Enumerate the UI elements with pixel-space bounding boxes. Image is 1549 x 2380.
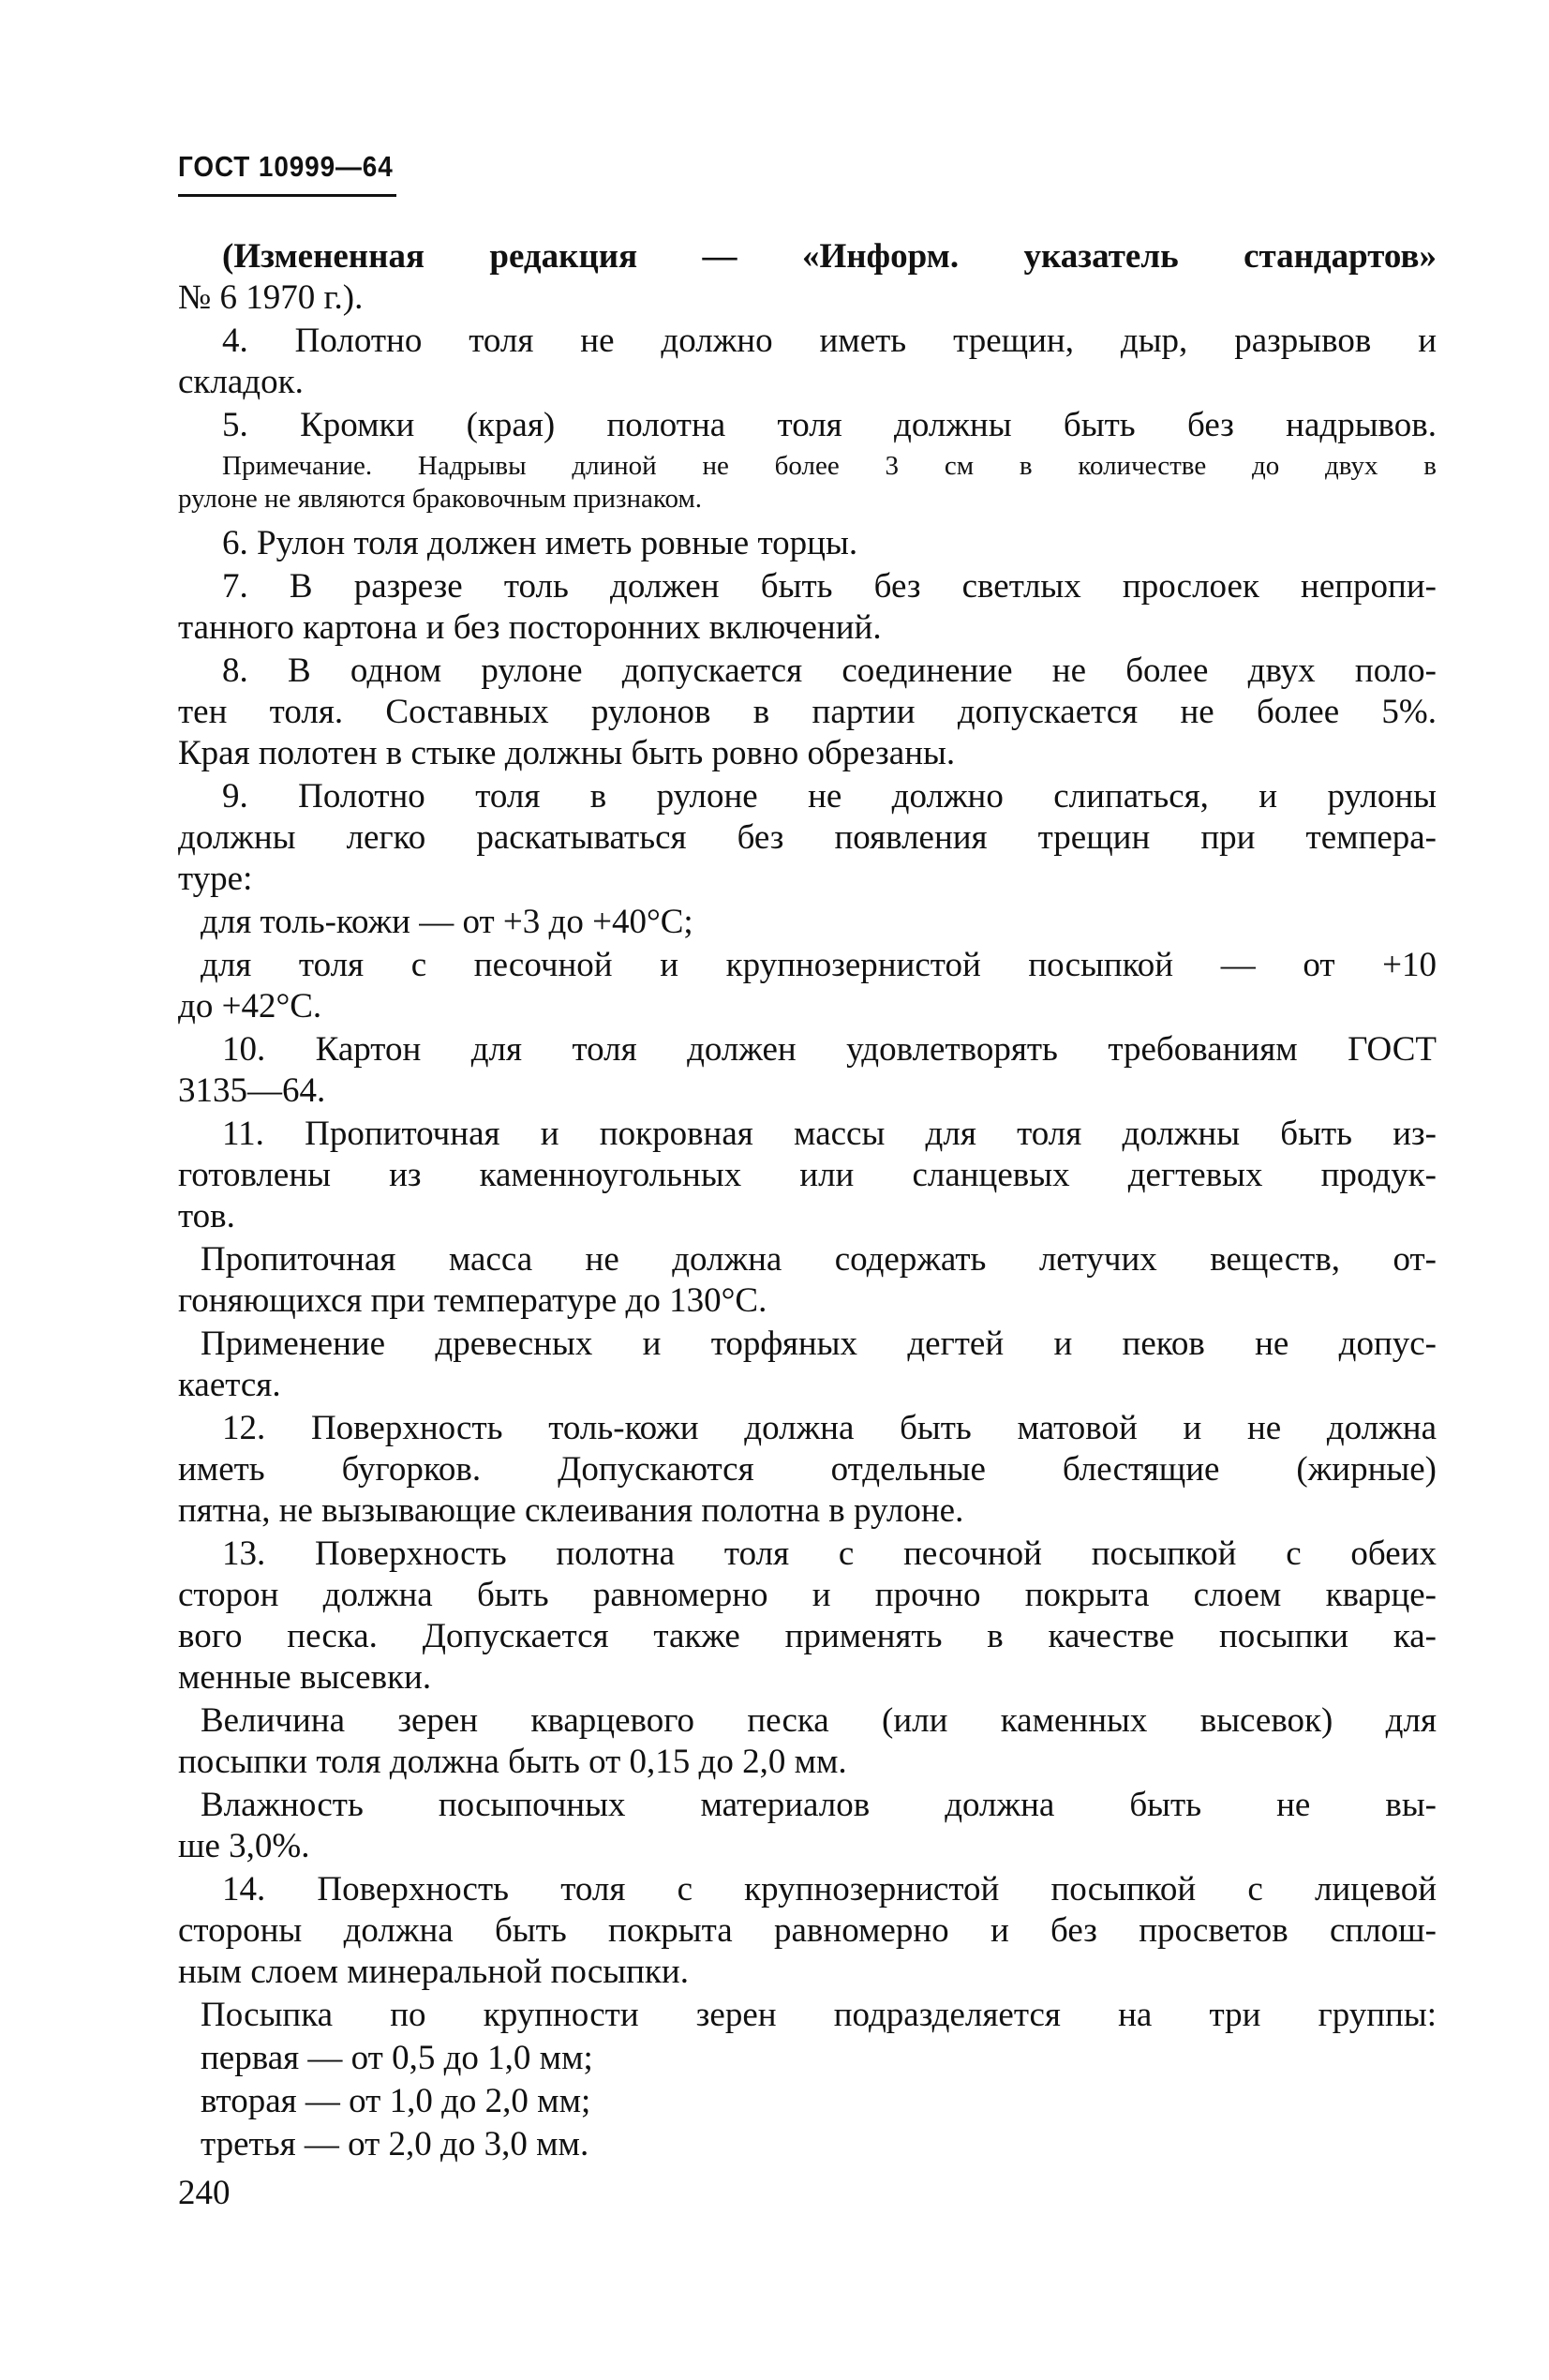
text-line: Пропиточная масса не должна содержать летучих веществ, от- — [201, 1240, 1437, 1279]
text-line: 3135—64. — [178, 1071, 326, 1110]
document-header: ГОСТ 10999—64 — [178, 150, 394, 183]
paragraph — [178, 566, 1437, 649]
document-body — [178, 236, 1437, 2167]
text-line: складок. — [178, 363, 304, 401]
text-line: кается. — [178, 1366, 281, 1404]
text-line: 8. В одном рулоне допускается соединение не более двух поло- — [222, 651, 1437, 690]
paragraph — [178, 945, 1437, 1027]
header-rule — [178, 194, 396, 197]
text-line: (Измененная редакция — «Информ. указатель стандартов» — [222, 237, 1437, 276]
text-line: для толь-кожи — от +3 до +40°С; — [201, 903, 693, 941]
paragraph — [178, 405, 1437, 446]
text-line: готовлены из каменноугольных или сланцевых дегтевых продук- — [178, 1156, 1437, 1194]
text-line: 11. Пропиточная и покровная массы для толя должны быть из- — [222, 1115, 1437, 1153]
text-line: 7. В разрезе толь должен быть без светлых прослоек непропи- — [222, 567, 1437, 606]
text-line: первая — от 0,5 до 1,0 мм; — [201, 2039, 593, 2077]
text-line: тов. — [178, 1197, 235, 1235]
paragraph — [178, 1995, 1437, 2036]
paragraph — [178, 776, 1437, 900]
text-line: третья — от 2,0 до 3,0 мм. — [201, 2125, 589, 2163]
paragraph — [178, 2081, 1437, 2122]
text-line: для толя с песочной и крупнозернистой посыпкой — от +10 — [201, 946, 1437, 984]
paragraph — [178, 1700, 1437, 1783]
text-line: танного картона и без посторонних включений. — [178, 608, 882, 647]
text-line: вого песка. Допускается также применять в качестве посыпки ка- — [178, 1617, 1437, 1655]
text-line: сторон должна быть равномерно и прочно покрыта слоем кварце- — [178, 1576, 1437, 1614]
text-line: Посыпка по крупности зерен подразделяется на три группы: — [201, 1996, 1437, 2034]
text-line: менные высевки. — [178, 1658, 432, 1697]
paragraph — [178, 321, 1437, 403]
text-line: 13. Поверхность полотна толя с песочной посыпкой с обеих — [222, 1534, 1437, 1573]
paragraph — [178, 2124, 1437, 2165]
text-line: посыпки толя должна быть от 0,15 до 2,0 мм. — [178, 1743, 847, 1781]
paragraph — [178, 902, 1437, 943]
text-line: 4. Полотно толя не должно иметь трещин, дыр, разрывов и — [222, 322, 1437, 360]
text-line: ным слоем минеральной посыпки. — [178, 1953, 689, 1991]
paragraph — [178, 1408, 1437, 1532]
text-line: тен толя. Составных рулонов в партии допускается не более 5%. — [178, 693, 1437, 731]
text-line: 5. Кромки (края) полотна толя должны быть без надрывов. — [222, 406, 1437, 444]
note-paragraph — [178, 450, 1437, 516]
text-line: ше 3,0%. — [178, 1827, 310, 1865]
paragraph — [178, 651, 1437, 774]
paragraph — [178, 1029, 1437, 1112]
paragraph — [178, 1324, 1437, 1406]
text-line: 10. Картон для толя должен удовлетворять требованиям ГОСТ — [222, 1030, 1437, 1069]
paragraph — [178, 2038, 1437, 2079]
paragraph — [178, 1534, 1437, 1699]
paragraph — [178, 523, 1437, 564]
page-number: 240 — [178, 2174, 231, 2212]
paragraph — [178, 1239, 1437, 1322]
text-line: должны легко раскатываться без появления трещин при темпера- — [178, 818, 1437, 857]
text-line: пятна, не вызывающие склеивания полотна в рулоне. — [178, 1491, 964, 1530]
text-line: Примечание. Надрывы длиной не более 3 см в количестве до двух в — [222, 451, 1437, 481]
text-line: 14. Поверхность толя с крупнозернистой посыпкой с лицевой — [222, 1870, 1437, 1908]
text-line: рулоне не являются браковочным признаком. — [178, 484, 703, 514]
text-line: стороны должна быть покрыта равномерно и без просветов сплош- — [178, 1911, 1437, 1950]
text-line: туре: — [178, 860, 253, 898]
paragraph — [178, 1114, 1437, 1237]
text-line: 9. Полотно толя в рулоне не должно слипаться, и рулоны — [222, 777, 1437, 816]
text-line: иметь бугорков. Допускаются отдельные блестящие (жирные) — [178, 1450, 1437, 1489]
text-line: вторая — от 1,0 до 2,0 мм; — [201, 2082, 591, 2120]
text-line: до +42°С. — [178, 987, 322, 1025]
text-line: № 6 1970 г.). — [178, 278, 364, 317]
paragraph — [178, 1785, 1437, 1867]
text-line: 12. Поверхность толь-кожи должна быть матовой и не должна — [222, 1409, 1437, 1447]
text-line: Влажность посыпочных материалов должна быть не вы- — [201, 1786, 1437, 1824]
text-line: 6. Рулон толя должен иметь ровные торцы. — [222, 524, 858, 562]
paragraph — [178, 236, 1437, 319]
text-line: гоняющихся при температуре до 130°С. — [178, 1281, 767, 1320]
paragraph — [178, 1869, 1437, 1993]
text-line: Применение древесных и торфяных дегтей и пеков не допус- — [201, 1325, 1437, 1363]
text-line: Края полотен в стыке должны быть ровно обрезаны. — [178, 734, 956, 772]
text-line: Величина зерен кварцевого песка (или каменных высевок) для — [201, 1701, 1437, 1740]
